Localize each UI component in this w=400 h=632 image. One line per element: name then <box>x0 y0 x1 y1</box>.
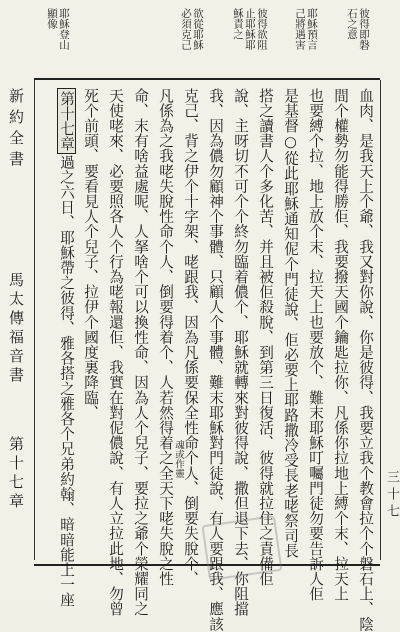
note-peter-rock-2: 石之意 <box>346 8 358 40</box>
note-deny-self-1: 欲從耶穌 <box>192 8 204 50</box>
text-column: 命、末有啥益處呢、人拏啥个可以換性命、因為人个兒子、要拉之爺个榮耀同之 <box>132 88 149 617</box>
text-column: 是基督○從此耶穌通知伲个門徒說、佢必要上耶路撒冷受長老咾祭司長 <box>282 88 299 559</box>
text-column: 死个前頭、要看見人个兒子、拉伊个國度裏降臨、 <box>82 88 99 421</box>
gospel-title: 馬太傳福音書 <box>7 272 25 386</box>
note-prophecy-1: 耶穌預言 <box>306 8 318 50</box>
note-rebuke-3: 穌責之 <box>232 8 244 40</box>
book-title: 新約全書 <box>7 88 25 172</box>
text-column: 克己、背之伊个十字架、咾跟我、因為凡係要保全性命个人、倒要失脫个、 <box>182 88 199 587</box>
note-transfiguration-1: 耶穌登山 <box>58 8 70 50</box>
note-prophecy-2: 己將遇害 <box>294 8 306 50</box>
margin-rule-right <box>380 80 381 560</box>
margin-chapter: 第十七章 <box>7 436 25 512</box>
note-deny-self-2: 必須克己 <box>180 8 192 50</box>
text-column: 搭之讀書人个多化苦、并且被佢殺脫、到第三日復活、彼得就拉住之責備佢 <box>257 88 274 587</box>
note-peter-rock-1: 彼得即磐 <box>358 8 370 50</box>
text-column: 也要縛个拉、地上放个末、拉天上也要放个、難末耶穌叮囑門徒勿要告訴人佢 <box>307 88 324 602</box>
note-rebuke-2: 止耶穌耶 <box>244 8 256 50</box>
text-column: 我、因為儂勿顧神个事體、只顧人个事體、難末耶穌對門徒說、有人要跟我、應該 <box>207 88 224 632</box>
text-column: 凡係為之我咾失脫性命个人、倒要得着个、人若然得着之全天下咾失脫之性 <box>157 88 174 587</box>
chapter-text: 過之六日、耶穌帶之彼得、雅各搭之雅各个兄弟約翰、暗暗能上一座 <box>58 154 75 608</box>
chapter-heading: 第十七章 <box>57 88 76 154</box>
text-column: 間个權勢勿能得勝佢、我要撥天國个鑰匙拉你、凡係你拉地上縛个末、拉天上 <box>332 88 349 602</box>
top-rule <box>34 78 380 80</box>
margin-rule-left <box>34 80 35 560</box>
note-rebuke-1: 彼得欲阻 <box>256 8 268 50</box>
page-number: 三十七 <box>384 470 399 521</box>
text-column: 說、主呀切不可个个終勿臨着儂个、耶穌就轉來對彼得說、撒但退下去、你阻擋 <box>232 88 249 617</box>
text-column: 血肉、是我天上个爺、我又對你說、你是彼得、我要立我个教會拉个个磐石上、陰 <box>357 88 374 632</box>
note-transfiguration-2: 顯像 <box>46 8 58 29</box>
chapter-column <box>57 88 76 607</box>
interlinear-note: 魂或作靈 <box>173 440 184 478</box>
library-stamp <box>201 515 282 581</box>
text-column: 天使咾來、必要照各人个行為咾報還佢、我實在對伲儂說、有人立拉此地、勿曾 <box>107 88 124 617</box>
